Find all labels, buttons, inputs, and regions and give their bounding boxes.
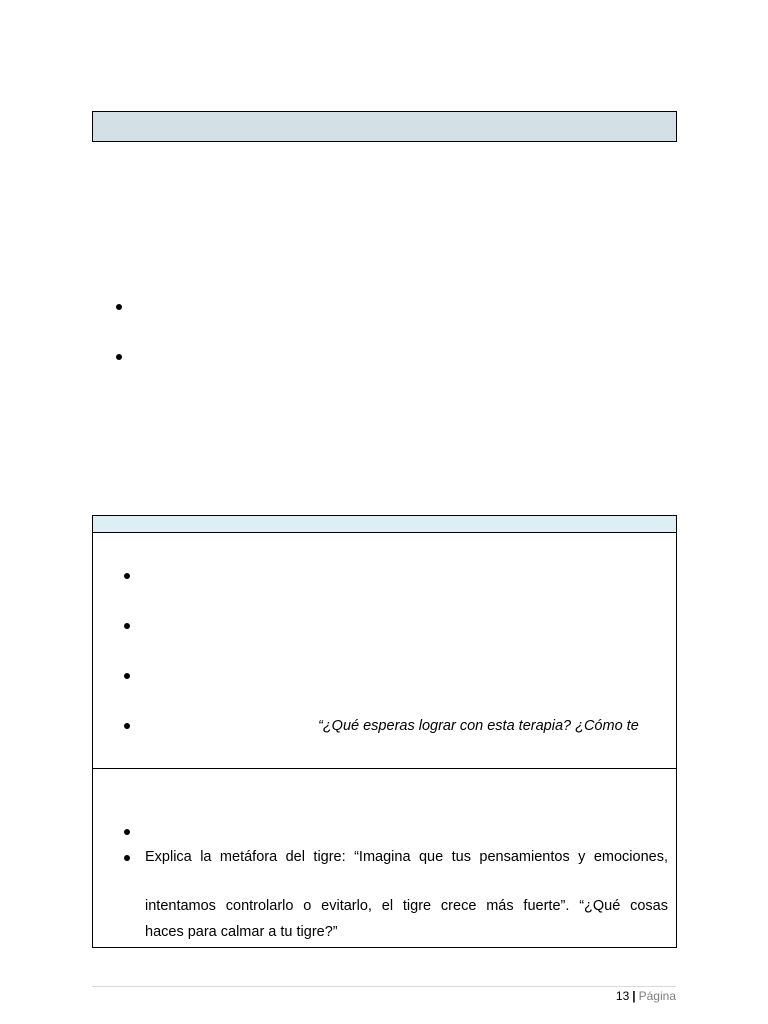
section-header-band: [92, 111, 677, 142]
footer-separator: |: [632, 989, 636, 1003]
table-bullet: [124, 573, 130, 579]
table-row-divider: [93, 768, 676, 769]
table-bullet: [124, 829, 130, 835]
table-bullet: [124, 723, 130, 729]
table-bullet: [124, 673, 130, 679]
list-bullet: [116, 354, 122, 360]
page-number: 13: [615, 989, 630, 1003]
list-bullet: [116, 304, 122, 310]
tiger-metaphor-line-1: Explica la metáfora del tigre: “Imagina que tus pensamientos y emociones,: [145, 849, 668, 865]
tiger-metaphor-line-3: haces para calmar a tu tigre?”: [145, 924, 338, 940]
tiger-metaphor-line-2: intentamos controlarlo o evitarlo, el tigre crece más fuerte”. “¿Qué cosas: [145, 898, 668, 914]
table-bullet: [124, 623, 130, 629]
footer-rule: [92, 986, 676, 987]
content-table: [92, 515, 677, 948]
table-bullet: [124, 855, 130, 861]
page-footer: [616, 988, 676, 1004]
page-label: Página: [638, 989, 676, 1003]
therapy-question-text: “¿Qué esperas lograr con esta terapia? ¿Cómo te: [318, 718, 639, 734]
table-header-row: [93, 516, 676, 533]
